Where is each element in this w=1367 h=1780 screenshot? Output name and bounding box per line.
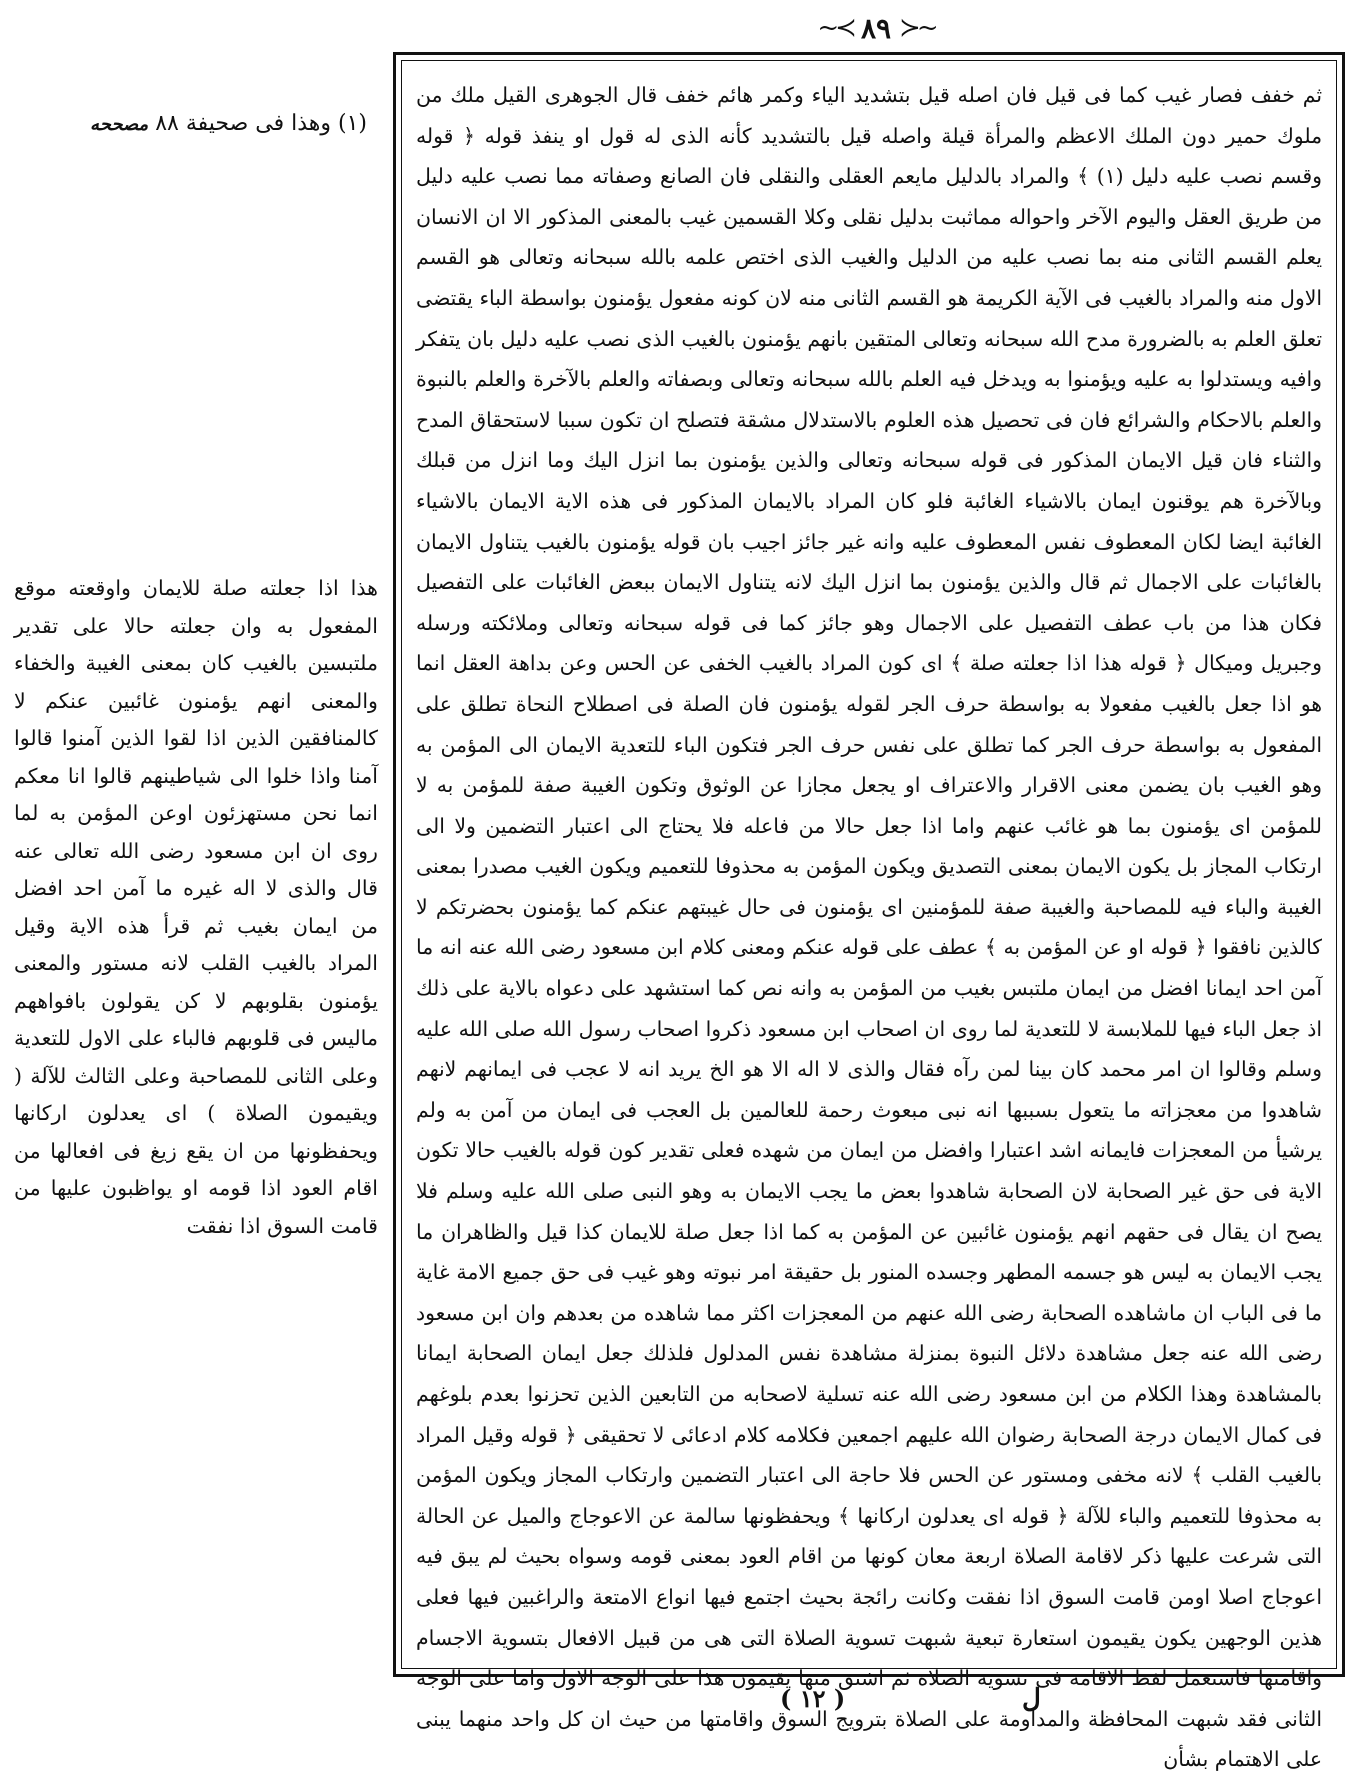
margin-note	[20, 106, 367, 142]
page-number: ٨٩	[860, 11, 892, 45]
ornament-left-icon: ~≺	[817, 13, 853, 43]
side-commentary: هذا اذا جعلته صلة للايمان واوقعته موقع المفعول به وان جعلته حالا على تقدير ملتبسين بالغيب كان بمعنى الغيبة والخفاء والمعنى انهم يؤمنون غائبين عنكم لا كالمنافقين الذين اذا لقوا الذين آمنوا قالوا آمنا واذا خلوا الى شياطينهم قالوا انا معكم انما نحن مستهزئون اوعن المؤمن به لما روى ان ابن مسعود رضى الله تعالى عنه قال والذى لا اله غيره ما آمن احد افضل من ايمان بغيب ثم قرأ هذه الاية وقيل المراد بالغيب القلب لانه مستور والمعنى يؤمنون بقلوبهم لا كن يقولون بافواههم ماليس فى قلوبهم فالباء على الاول للتعدية وعلى الثانى للمصاحبة وعلى الثالث للآلة ( ويقيمون الصلاة ) اى يعدلون اركانها ويحفظونها من ان يقع زيغ فى افعالها من اقام العود اذا قومه او يواظبون عليها من قامت السوق اذا نفقت	[14, 576, 378, 1238]
ornament-right-icon: ≻~	[899, 13, 935, 43]
signature-number: ( ١٢ )	[780, 1684, 846, 1713]
page-number-header	[806, 6, 946, 50]
page-footer	[760, 1680, 1060, 1724]
margin-note-signature: مصححه	[90, 114, 149, 135]
main-text-body: ثم خفف فصار غيب كما فى قيل فان اصله قيل بتشديد الياء وكمر هائم خفف قال الجوهرى القيل ملك من ملوك حمير دون الملك الاعظم والمرأة قيلة واصله قيل بالتشديد كأنه الذى له قول او ينفذ قوله ﴿ قوله وقسم نصب عليه دليل (١) ﴾ والمراد بالدليل مايعم العقلى والنقلى فان الصانع وصفاته مما نصب عليه دليل من طريق العقل واليوم الآخر واحواله مماثبت بدليل نقلى وكلا القسمين غيب بالمعنى المذكور الا ان الانسان يعلم القسم الثانى منه بما نصب عليه من الدليل والغيب الذى اختص علمه بالله سبحانه وتعالى هو القسم الاول منه والمراد بالغيب فى الآية الكريمة هو القسم الثانى منه لان كونه مفعول يؤمنون بواسطة الباء يقتضى تعلق العلم به بالضرورة مدح الله سبحانه وتعالى المتقين بانهم يؤمنون بالغيب الذى نصب عليه دليل بان يتفكر وافيه ويستدلوا به عليه ويؤمنوا به ويدخل فيه العلم بالله سبحانه وتعالى وبصفاته والعلم بالآخرة والعلم بالنبوة والعلم بالاحكام والشرائع فان فى تحصيل هذه العلوم بالاستدلال مشقة فتصلح ان تكون سببا لاستحقاق المدح والثناء فان قيل الايمان المذكور فى قوله سبحانه وتعالى والذين يؤمنون بما انزل اليك وما انزل من قبلك وبالآخرة هم يوقنون ايمان بالاشياء الغائبة فلو كان المراد بالايمان المذكور فى هذه الاية الايمان بالاشياء الغائبة ايضا لكان المعطوف نفس المعطوف عليه وانه غير جائز اجيب بان قوله يؤمنون بالغيب يتناول الايمان بالغائبات على الاجمال ثم قال والذين يؤمنون بما انزل اليك لانه يتناول الايمان ببعض الغائبات على التفصيل فكان هذا من باب عطف التفصيل على الاجمال وهو جائز كما فى قوله سبحانه وتعالى وملائكته ورسله وجبريل وميكال ﴿ قوله هذا اذا جعلته صلة ﴾ اى كون المراد بالغيب الخفى عن الحس وعن بداهة العقل انما هو اذا جعل بالغيب مفعولا به بواسطة حرف الجر لقوله يؤمنون فان الصلة فى اصطلاح النحاة تطلق على المفعول به بواسطة حرف الجر كما تطلق على نفس حرف الجر فتكون الباء للتعدية الايمان الى المؤمن به وهو الغيب بان يضمن معنى الاقرار والاعتراف او يجعل مجازا عن الوثوق وتكون الغيبة صفة للمؤمن به لا للمؤمن اى يؤمنون بما هو غائب عنهم واما اذا جعل حالا من فاعله فلا يحتاج الى اعتبار التضمين ولا الى ارتكاب المجاز بل يكون الايمان بمعنى التصديق ويكون المؤمن به محذوفا للتعميم ويكون الغيب مصدرا بمعنى الغيبة والباء فيه للمصاحبة والغيبة صفة للمؤمنين اى يؤمنون فى حال غيبتهم عنكم كما يؤمنون بحضرتكم لا كالذين نافقوا ﴿ قوله او عن المؤمن به ﴾ عطف على قوله عنكم ومعنى كلام ابن مسعود رضى الله عنه انه ما آمن احد ايمانا افضل من ايمان ملتبس بغيب من المؤمن به وانه نص كما استشهد على دعواه بالاية على ذلك اذ جعل الباء فيها للملابسة لا للتعدية لما روى ان اصحاب ابن مسعود ذكروا اصحاب رسول الله صلى الله عليه وسلم وقالوا ان امر محمد كان بينا لمن رآه فقال والذى لا اله الا هو الخ يريد انه لا عجب فى ايمانهم لانهم شاهدوا من معجزاته ما يتعول بسببها انه نبى مبعوث رحمة للعالمين بل العجب فى ايمان من آمن به ولم يرشيأ من المعجزات فايمانه اشد اعتبارا وافضل من ايمان من شهده فعلى تقدير كون قوله بالغيب حالا تكون الاية فى حق غير الصحابة لان الصحابة شاهدوا بعض ما يجب الايمان به وهو النبى صلى الله عليه وسلم فلا يصح ان يقال فى حقهم انهم يؤمنون غائبين عن المؤمن به كما اذا جعل صلة للايمان كذا قيل والظاهران ما يجب الايمان به ليس هو جسمه المطهر وجسده المنور بل حقيقة امر نبوته وهو غيب فى حق جميع الامة غاية ما فى الباب ان ماشاهده الصحابة رضى الله عنهم من المعجزات اكثر مما شاهده من بعدهم وان ابن مسعود رضى الله عنه جعل مشاهدة دلائل النبوة بمنزلة مشاهدة نفس المدلول فلذلك جعل ايمان الصحابة ايمانا بالمشاهدة وهذا الكلام من ابن مسعود رضى الله عنه تسلية لاصحابه من التابعين الذين تحزنوا بعدم بلوغهم فى كمال الايمان درجة الصحابة رضوان الله عليهم اجمعين فكلامه كلام ادعائى لا تحقيقى ﴿ قوله وقيل المراد بالغيب القلب ﴾ لانه مخفى ومستور عن الحس فلا حاجة الى اعتبار التضمين وارتكاب المجاز ويكون المؤمن به محذوفا للتعميم والباء للآلة ﴿ قوله اى يعدلون اركانها ﴾ ويحفظونها سالمة عن الاعوجاج والميل عن الحالة التى شرعت عليها ذكر لاقامة الصلاة اربعة معان كونها من اقام العود بمعنى قومه وسواه بحيث لم يبق فيه اعوجاج اصلا اومن قامت السوق اذا نفقت وكانت رائجة بحيث اجتمع فيها انواع الامتعة والراغبين فيها فعلى هذين الوجهين يكون يقيمون استعارة تبعية شبهت تسوية الصلاة التى هى من قبيل الافعال بتسوية الاجسام واقامتها فاستعمل لفظ الاقامة فى تسوية الصلاة ثم اشتق منها يقيمون هذا على الوجه الاول واما على الوجه الثانى فقد شبهت المحافظة والمداومة على الصلاة بترويج السوق واقامتها من حيث ان كل واحد منهما يبنى على الاهتمام بشأن	[416, 83, 1322, 1772]
margin-note-text: (١) وهذا فى صحيفة ٨٨	[155, 111, 367, 136]
signature-letter: ل	[1022, 1684, 1041, 1714]
